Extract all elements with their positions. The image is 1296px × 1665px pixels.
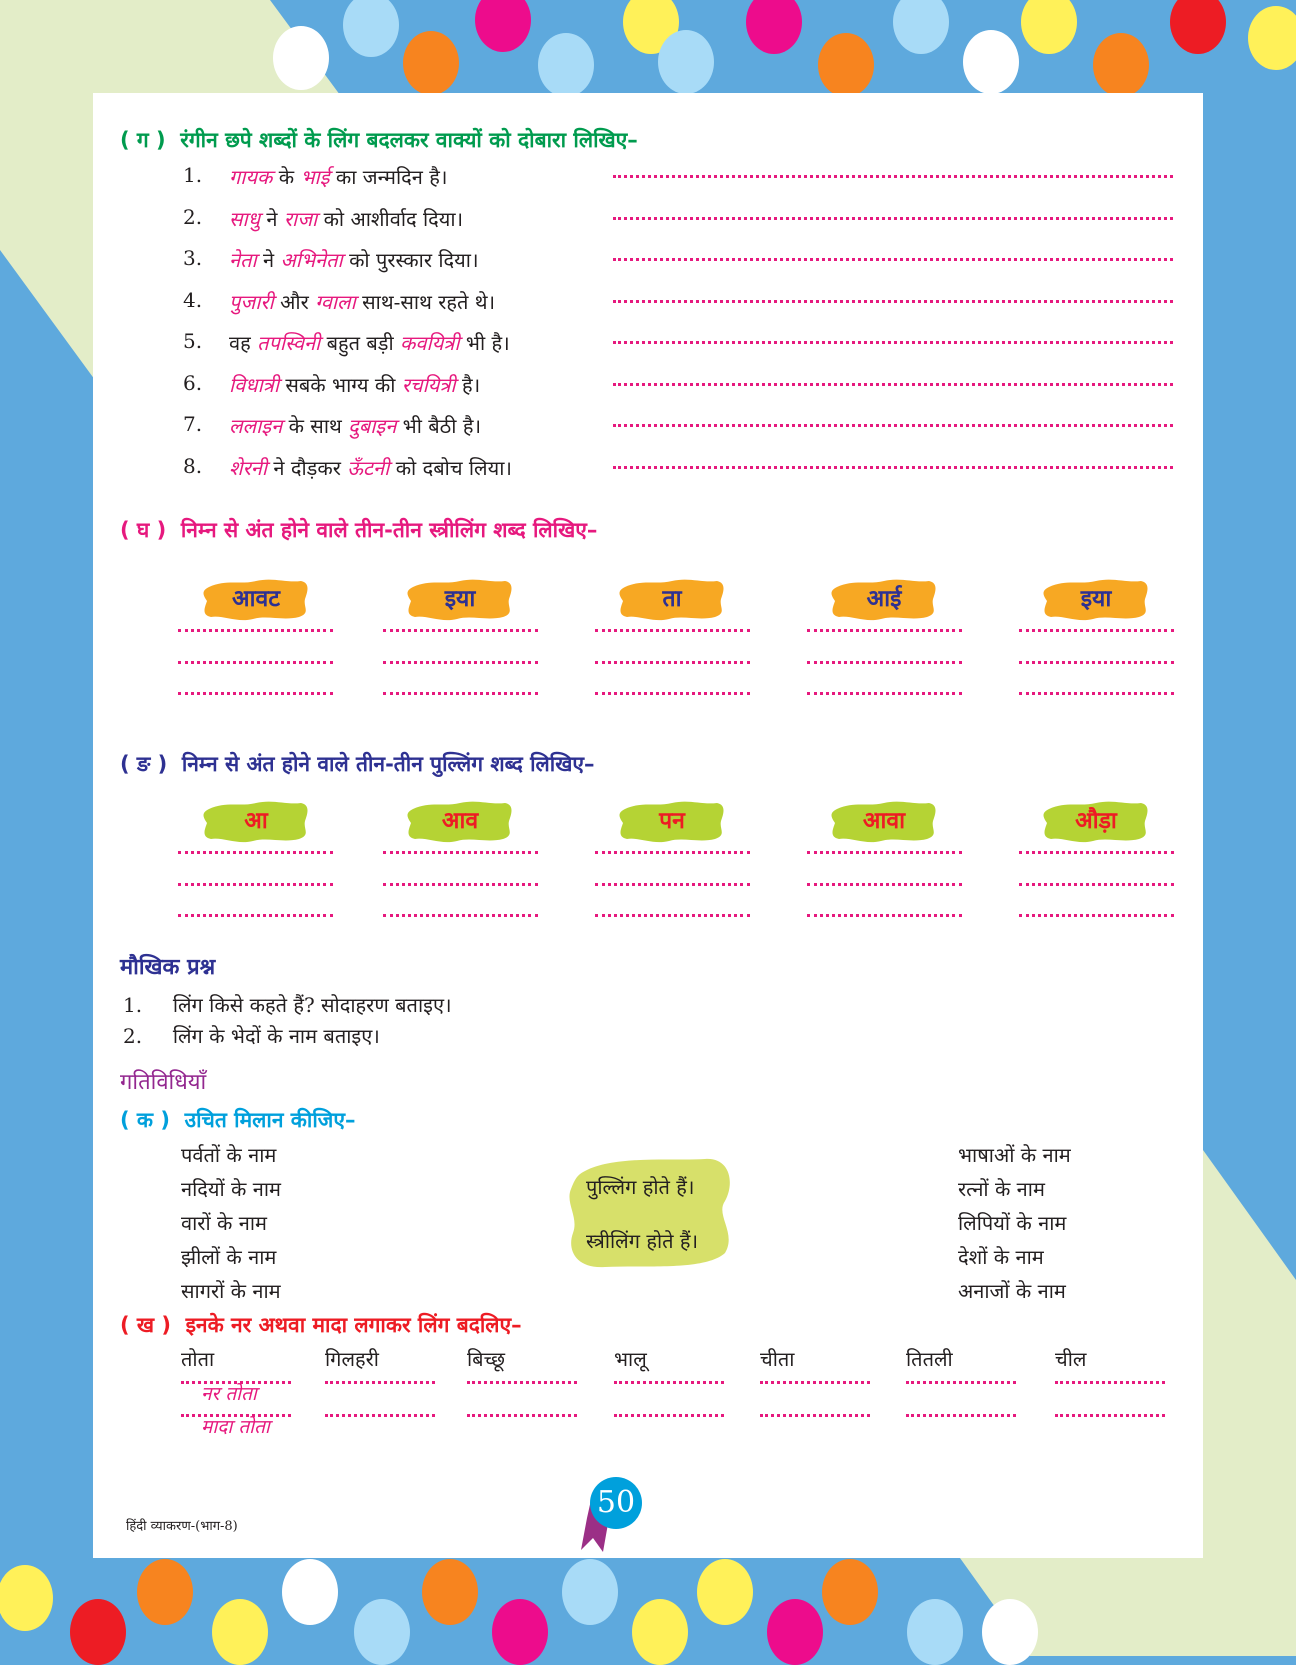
sentence-number: 8.	[183, 453, 203, 478]
highlighted-word: शेरनी	[229, 455, 268, 480]
sentence-text: ने	[256, 248, 281, 272]
animal-word: भालू	[614, 1347, 647, 1371]
answer-line[interactable]	[1019, 692, 1174, 695]
answer-line[interactable]	[613, 217, 1173, 220]
sentence-text: ने	[260, 206, 284, 231]
section-k-title: उचित मिलान कीजिए–	[184, 1108, 356, 1132]
answer-line[interactable]	[807, 883, 962, 886]
sentence	[229, 205, 463, 232]
highlighted-word: नेता	[229, 248, 257, 272]
answer-line[interactable]	[760, 1414, 870, 1417]
sentence-text: का जन्मदिन है।	[329, 165, 448, 189]
answer-line[interactable]	[383, 629, 538, 632]
decorative-dot	[403, 31, 459, 95]
answer-line[interactable]	[595, 692, 750, 695]
sentence-text: ने दौड़कर	[267, 455, 348, 480]
decorative-dot	[422, 1559, 478, 1625]
animal-word: तोता	[181, 1347, 215, 1371]
suffix-text: आई	[866, 586, 902, 612]
suffix-badge	[1041, 799, 1151, 843]
decorative-dot	[212, 1599, 268, 1665]
answer-line[interactable]	[178, 692, 333, 695]
answer-line[interactable]	[595, 914, 750, 917]
match-left-item: पर्वतों के नाम	[181, 1143, 277, 1167]
section-gh-label: ( घ )	[120, 518, 167, 542]
answer-line[interactable]	[807, 629, 962, 632]
answer-line[interactable]	[595, 629, 750, 632]
answer-line[interactable]	[1019, 629, 1174, 632]
answer-line[interactable]	[383, 914, 538, 917]
suffix-text: पन	[659, 808, 685, 834]
answer-line[interactable]	[807, 851, 962, 854]
animal-word: बिच्छू	[467, 1347, 505, 1371]
oral-item-number: 1.	[123, 993, 143, 1017]
decorative-dot	[137, 1559, 193, 1625]
sentence-number: 1.	[183, 163, 203, 187]
answer-line[interactable]	[178, 914, 333, 917]
animal-word: चील	[1055, 1347, 1087, 1371]
answer-line[interactable]	[595, 851, 750, 854]
example-answer-male: नर तोता	[201, 1383, 257, 1405]
answer-line[interactable]	[613, 175, 1173, 178]
suffix-badge	[405, 577, 515, 621]
suffix-text: इया	[1080, 586, 1112, 612]
answer-line[interactable]	[807, 661, 962, 664]
sentence-text: सबके भाग्य की	[279, 372, 402, 397]
oral-item-number: 2.	[123, 1024, 143, 1048]
answer-line[interactable]	[807, 914, 962, 917]
highlighted-word: राजा	[283, 206, 318, 231]
answer-line[interactable]	[595, 883, 750, 886]
section-g-heading	[120, 126, 638, 154]
match-middle-blob	[565, 1153, 745, 1273]
suffix-text: आव	[441, 808, 479, 834]
section-kh-label: ( ख )	[120, 1313, 171, 1337]
oral-item-text: लिंग के भेदों के नाम बताइए।	[172, 1024, 380, 1048]
match-left-item: सागरों के नाम	[181, 1279, 281, 1303]
highlighted-word: कवयित्री	[400, 331, 460, 355]
answer-line[interactable]	[178, 661, 333, 664]
activities-title: गतिविधियाँ	[120, 1070, 207, 1095]
highlighted-word: तपस्विनी	[257, 331, 321, 355]
section-ng-heading	[120, 750, 595, 778]
answer-line[interactable]	[325, 1381, 435, 1384]
match-right-item: भाषाओं के नाम	[958, 1143, 1071, 1167]
decorative-dot	[697, 1559, 753, 1625]
suffix-badge	[405, 799, 515, 843]
answer-line[interactable]	[178, 629, 333, 632]
sentence-text: है।	[455, 372, 481, 397]
answer-line[interactable]	[383, 883, 538, 886]
decorative-dot	[982, 1599, 1038, 1665]
answer-line[interactable]	[467, 1381, 577, 1384]
answer-line[interactable]	[807, 692, 962, 695]
decorative-dot	[963, 30, 1019, 94]
sentence-text: वह	[229, 331, 258, 355]
match-middle-pulling: पुल्लिंग होते हैं।	[586, 1175, 695, 1199]
sentence-text: बहुत बड़ी	[320, 331, 401, 355]
suffix-text: औड़ा	[1075, 808, 1117, 834]
oral-item	[123, 1022, 380, 1049]
oral-item	[123, 991, 452, 1018]
sentence-number: 6.	[183, 370, 203, 395]
answer-line[interactable]	[1019, 851, 1174, 854]
oral-item-text: लिंग किसे कहते हैं? सोदाहरण बताइए।	[172, 993, 452, 1017]
sentence-number: 2.	[183, 204, 203, 229]
sentence-text: के साथ	[282, 414, 349, 438]
highlighted-word: ग्वाला	[315, 289, 356, 314]
suffix-text: आवा	[862, 808, 906, 834]
highlighted-word: अभिनेता	[280, 248, 343, 272]
sentence-text: और	[273, 289, 316, 314]
decorative-dot	[492, 1599, 548, 1665]
match-left-item: नदियों के नाम	[181, 1177, 281, 1201]
answer-line[interactable]	[613, 300, 1173, 303]
decorative-dot	[907, 1599, 963, 1665]
animal-word: गिलहरी	[325, 1347, 379, 1371]
page-number: 50	[596, 1485, 636, 1520]
answer-line[interactable]	[1019, 914, 1174, 917]
suffix-badge	[201, 577, 311, 621]
answer-line[interactable]	[467, 1414, 577, 1417]
suffix-badge	[617, 799, 727, 843]
match-middle-striling: स्त्रीलिंग होते हैं।	[586, 1229, 699, 1253]
highlighted-word: ललाइन	[229, 414, 283, 438]
answer-line[interactable]	[178, 851, 333, 854]
suffix-badge	[1041, 577, 1151, 621]
suffix-text: आ	[244, 808, 268, 834]
highlighted-word: ऊँटनी	[347, 455, 390, 480]
section-k-label: ( क )	[120, 1108, 170, 1132]
animal-word: चीता	[760, 1347, 795, 1371]
decorative-dot	[538, 33, 594, 97]
section-kh-title: इनके नर अथवा मादा लगाकर लिंग बदलिए–	[185, 1313, 522, 1337]
answer-line[interactable]	[613, 341, 1173, 344]
highlighted-word: साधु	[229, 206, 260, 231]
sentence	[229, 329, 510, 356]
decorative-dot	[767, 1599, 823, 1665]
section-kh-heading	[120, 1311, 522, 1339]
animal-word: तितली	[906, 1347, 953, 1371]
section-gh-title: निम्न से अंत होने वाले तीन-तीन स्त्रीलिंग शब्द लिखिए–	[180, 518, 598, 542]
answer-line[interactable]	[613, 424, 1173, 427]
worksheet-page	[93, 93, 1203, 1558]
match-left-item: वारों के नाम	[181, 1211, 267, 1235]
suffix-badge	[201, 799, 311, 843]
answer-line[interactable]	[614, 1414, 724, 1417]
match-right-item: अनाजों के नाम	[958, 1279, 1066, 1303]
highlighted-word: भाई	[300, 165, 330, 189]
answer-line[interactable]	[325, 1414, 435, 1417]
decorative-dot	[632, 1599, 688, 1665]
answer-line[interactable]	[613, 258, 1173, 261]
decorative-dot	[822, 1559, 878, 1625]
sentence-text: को दबोच लिया।	[389, 455, 512, 480]
sentence-text: को पुरस्कार दिया।	[342, 248, 479, 272]
answer-line[interactable]	[383, 851, 538, 854]
answer-line[interactable]	[760, 1381, 870, 1384]
decorative-dot	[1248, 6, 1296, 70]
match-right-item: रत्नों के नाम	[958, 1177, 1045, 1201]
section-k-heading	[120, 1106, 355, 1134]
sentence-text: के	[272, 165, 301, 189]
sentence	[229, 371, 480, 398]
section-ng-label: ( ङ )	[120, 752, 168, 776]
suffix-badge	[829, 799, 939, 843]
decorative-dot	[354, 1599, 410, 1665]
answer-line[interactable]	[1019, 661, 1174, 664]
answer-line[interactable]	[1055, 1414, 1165, 1417]
decorative-dot	[1093, 33, 1149, 97]
decorative-dot	[70, 1599, 126, 1665]
sentence-text: भी बैठी है।	[396, 414, 482, 438]
match-right-item: देशों के नाम	[958, 1245, 1044, 1269]
suffix-badge	[829, 577, 939, 621]
sentence	[229, 288, 495, 315]
decorative-dot	[658, 30, 714, 94]
answer-line[interactable]	[383, 661, 538, 664]
highlighted-word: रचयित्री	[401, 372, 456, 397]
section-g-title: रंगीन छपे शब्दों के लिंग बदलकर वाक्यों को दोबारा लिखिए–	[180, 128, 638, 152]
decorative-dot	[562, 1559, 618, 1625]
decorative-dot	[273, 26, 329, 90]
answer-line[interactable]	[383, 692, 538, 695]
suffix-text: इया	[444, 586, 476, 612]
match-left-item: झीलों के नाम	[181, 1245, 277, 1269]
oral-questions-title: मौखिक प्रश्न	[120, 955, 216, 980]
sentence-text: भी है।	[459, 331, 510, 355]
highlighted-word: विधात्री	[229, 372, 279, 397]
sentence	[229, 246, 479, 273]
sentence-number: 5.	[183, 329, 203, 353]
answer-line[interactable]	[1055, 1381, 1165, 1384]
sentence	[229, 454, 512, 481]
section-gh-heading	[120, 516, 597, 544]
highlighted-word: गायक	[229, 165, 273, 189]
answer-line[interactable]	[614, 1381, 724, 1384]
answer-line[interactable]	[595, 661, 750, 664]
decorative-dot	[282, 1559, 338, 1625]
sentence-number: 4.	[183, 287, 203, 312]
suffix-text: ता	[662, 586, 682, 612]
sentence-number: 3.	[183, 246, 203, 270]
highlighted-word: पुजारी	[229, 289, 274, 314]
suffix-text: आवट	[232, 586, 280, 612]
sentence	[229, 412, 481, 439]
answer-line[interactable]	[613, 466, 1173, 469]
suffix-badge	[617, 577, 727, 621]
section-g-label: ( ग )	[120, 128, 166, 152]
sentence-text: साथ-साथ रहते थे।	[355, 289, 496, 314]
answer-line[interactable]	[613, 383, 1173, 386]
sentence	[229, 163, 447, 190]
answer-line[interactable]	[906, 1414, 1016, 1417]
decorative-dot	[818, 33, 874, 97]
footer-book-title: हिंदी व्याकरण-(भाग-8)	[126, 1519, 238, 1534]
highlighted-word: दुबाइन	[348, 414, 397, 438]
example-answer-female: मादा तोता	[201, 1416, 270, 1438]
sentence-text: को आशीर्वाद दिया।	[317, 206, 464, 231]
answer-line[interactable]	[906, 1381, 1016, 1384]
answer-line[interactable]	[178, 883, 333, 886]
match-right-item: लिपियों के नाम	[958, 1211, 1067, 1235]
answer-line[interactable]	[1019, 883, 1174, 886]
sentence-number: 7.	[183, 412, 203, 436]
section-ng-title: निम्न से अंत होने वाले तीन-तीन पुल्लिंग शब्द लिखिए–	[181, 752, 595, 776]
